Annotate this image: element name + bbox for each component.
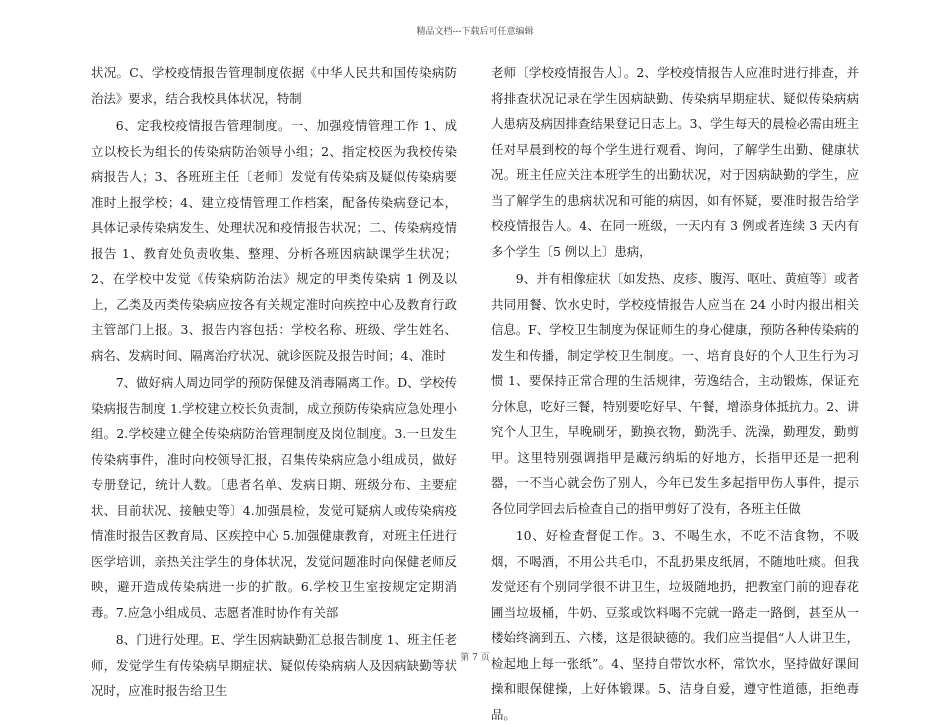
page-number: 第 7 页: [460, 653, 490, 663]
paragraph: 10、好检查督促工作。3、不喝生水，不吃不洁食物，不吸烟，不喝酒，不用公共毛巾，不乱扔果皮纸屑，不随地吐痰。但我发觉还有个别同学很不讲卫生，垃圾随地扔，把教室门前的迎春花圃当垃圾桶，牛奶、豆浆或饮料喝不完就一路走一路倒，甚至从一楼始终滴到五、六楼，这是很缺德的。我们应当提倡“人人讲卫生，检起地上每一张纸”。4、坚持自带饮水杯，常饮水，坚持做好课间操和眼保健操，上好体锻课。5、洁身自爱，遵守性道德，拒绝毒品。: [491, 528, 859, 722]
paragraph: 9、并有相像症状〔如发热、皮疹、腹泻、呕吐、黄疸等〕或者共同用餐、饮水史时，学校疫情报告人应当在 24 小时内报出相关信息。F、学校卫生制度为保证师生的身心健康，预防各种传染病的发生和传播，制定学校卫生制度。一、培育良好的个人卫生行为习惯 1、要保持正常合理的生活规律，劳逸结合，主动锻炼，保证充分休息，吃好三餐，特别要吃好早、午餐，增添身体抵抗力。2、讲究个人卫生，早晚刷牙，勤换衣物，勤洗手、洗澡，勤理发，勤剪甲。这里特别强调指甲是藏污纳垢的好地方，长指甲还是一把利器，一不当心就会伤了别人，今年已发生多起指甲伤人事件，提示各位同学回去后检查自己的指甲剪好了没有，各班主任做: [491, 271, 859, 516]
right-column: [491, 60, 859, 727]
paragraph: 8、门进行处理。E、学生因病缺勤汇总报告制度 1、班主任老师，发觉学生有传染病早期症状、疑似传染病病人及因病缺勤等状况时，应准时报告给卫生: [91, 632, 457, 698]
paragraph: 老师〔学校疫情报告人〕。2、学校疫情报告人应准时进行排查，并将排查状况记录在学生因病缺勤、传染病早期症状、疑似传染病病人患病及病因排查结果登记日志上。3、学生每天的晨检必需由班主任对早晨到校的每个学生进行观看、询问，了解学生出勤、健康状况。班主任应关注本班学生的出勤状况，对于因病缺勤的学生，应当了解学生的患病状况和可能的病因，如有怀疑，要准时报告给学校疫情报告人。4、在同一班级，一天内有 3 例或者连续 3 天内有多个学生〔5 例以上〕患病，: [491, 65, 859, 259]
page-header: 精品文档---下载后可任意编辑: [416, 27, 534, 37]
paragraph: 7、做好病人周边同学的预防保健及消毒隔离工作。D、学校传染病报告制度 1.学校建立校长负责制，成立预防传染病应急处理小组。2.学校建立健全传染病防治管理制度及岗位制度。3.一旦发生传染病事件，准时向校领导汇报，召集传染病应急小组成员，做好专册登记，统计人数。〔患者名单、发病日期、班级分布、主要症状、目前状况、接触史等〕4.加强晨检，发觉可疑病人或传染病疫情准时报告区教育局、区疾控中心 5.加强健康教育，对班主任进行医学培训，亲热关注学生的身体状况，发觉问题准时向保健老师反映，避开造成传染病进一步的扩散。6.学校卫生室按规定定期消毒。7.应急小组成员、志愿者准时协作有关部: [91, 375, 457, 620]
left-column: [91, 60, 457, 704]
paragraph: 6、定我校疫情报告管理制度。一、加强疫情管理工作 1、成立以校长为组长的传染病防治领导小组；2、指定校医为我校传染病报告人；3、各班班主任〔老师〕发觉有传染病及疑似传染病要准时上报学校；4、建立疫情管理工作档案，配备传染病登记本，具体记录传染病发生、处理状况和疫情报告状况；二、传染病疫情报告 1、教育处负责收集、整理、分析各班因病缺课学生状况；2、在学校中发觉《传染病防治法》规定的甲类传染病 1 例及以上，乙类及丙类传染病应按各有关规定准时向疾控中心及教育行政主管部门上报。3、报告内容包括：学校名称、班级、学生姓名、病名、发病时间、隔离治疗状况、就诊医院及报告时间；4、准时: [91, 118, 457, 363]
paragraph: 状况。C、学校疫情报告管理制度依据《中华人民共和国传染病防治法》要求，结合我校具体状况，特制: [91, 65, 457, 106]
